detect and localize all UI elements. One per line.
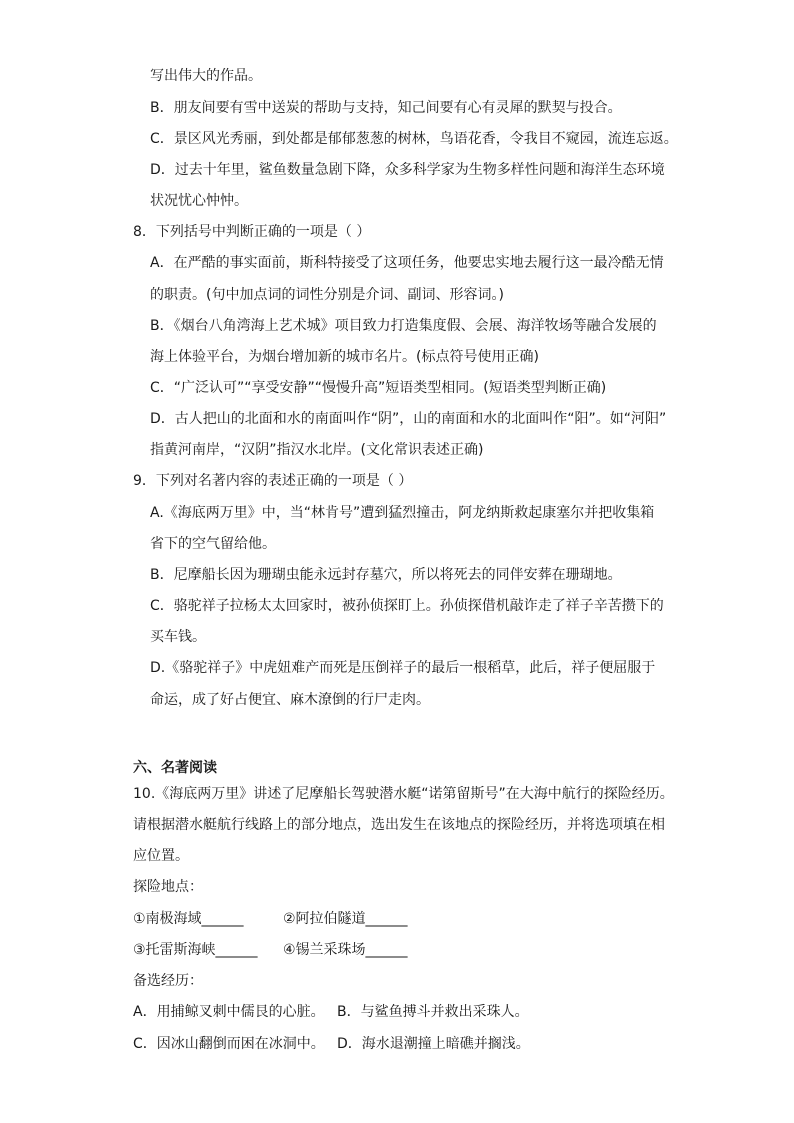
option-b: B．与鲨鱼搏斗并救出采珠人。 [337,1004,529,1020]
location-3: ③托雷斯海峡______ [133,942,258,958]
q7-option-d-line2: 状况忧心忡忡。 [150,193,248,209]
q9-option-d-line2: 命运，成了好占便宜、麻木潦倒的行尸走肉。 [150,692,430,708]
q9-option-d-line1: D.《骆驼祥子》中虎妞难产而死是压倒祥子的最后一根稻草，此后，祥子便屈服于 [150,660,656,676]
q10-stem-line1: 10.《海底两万里》讲述了尼摩船长驾驶潜水艇“诺第留斯号”在大海中航行的探险经历。 [133,786,674,802]
q8-option-a-line2: 的职责。(句中加点词的词性分别是介词、副词、形容词。) [150,287,504,303]
q9-option-c-line1: C．骆驼祥子拉杨太太回家时，被孙侦探盯上。孙侦探借机敲诈走了祥子辛苦攒下的 [150,598,664,614]
q9-option-a-line1: A.《海底两万里》中，当“林肯号”遭到猛烈撞击，阿龙纳斯救起康塞尔并把收集箱 [150,505,655,521]
option-d: D．海水退潮撞上暗礁并搁浅。 [337,1036,530,1052]
options-label: 备选经历： [133,973,203,989]
q7-option-c: C．景区风光秀丽，到处都是郁郁葱葱的树林，鸟语花香，令我目不窥园，流连忘返。 [150,131,678,147]
q10-stem-line2: 请根据潜水艇航行线路上的部分地点，选出发生在该地点的探险经历，并将选项填在相 [133,817,665,833]
q10-stem-line3: 应位置。 [133,848,189,864]
q9-option-b: B．尼摩船长因为珊瑚虫能永远封存墓穴，所以将死去的同伴安葬在珊瑚地。 [150,567,622,583]
locations-label: 探险地点： [133,879,203,895]
q8-option-b-line1: B．《烟台八角湾海上艺术城》项目致力打造集度假、会展、海洋牧场等融合发展的 [150,318,657,334]
q8-stem: 8．下列括号中判断正确的一项是（ ） [133,224,371,240]
location-4: ④锡兰采珠场______ [283,942,408,958]
q8-option-c: C．“广泛认可”“享受安静”“慢慢升高”短语类型相同。(短语类型判断正确) [150,380,607,396]
q9-option-a-line2: 省下的空气留给他。 [150,536,276,552]
q7-option-a-continued: 写出伟大的作品。 [150,68,262,84]
q9-stem: 9．下列对名著内容的表述正确的一项是（ ） [133,473,413,489]
section-heading: 六、名著阅读 [133,760,217,776]
q9-option-c-line2: 买车钱。 [150,629,206,645]
q8-option-d-line2: 指黄河南岸，“汉阴”指汉水北岸。(文化常识表述正确) [150,442,484,458]
q7-option-b: B．朋友间要有雪中送炭的帮助与支持，知己间要有心有灵犀的默契与投合。 [150,100,622,116]
option-a: A．用捕鲸叉刺中儒艮的心脏。 [133,1004,325,1020]
option-c: C．因冰山翻倒而困在冰洞中。 [133,1036,325,1052]
q8-option-b-line2: 海上体验平台，为烟台增加新的城市名片。(标点符号使用正确) [150,349,539,365]
q8-option-a-line1: A．在严酷的事实面前，斯科特接受了这项任务，他要忠实地去履行这一最冷酷无情 [150,255,664,271]
q8-option-d-line1: D．古人把山的北面和水的南面叫作“阴”，山的南面和水的北面叫作“阳”。如“河阳” [150,411,667,427]
q7-option-d-line1: D．过去十年里，鲨鱼数量急剧下降，众多科学家为生物多样性问题和海洋生态环境 [150,162,665,178]
location-2: ②阿拉伯隧道______ [283,911,408,927]
location-1: ①南极海域______ [133,911,244,927]
